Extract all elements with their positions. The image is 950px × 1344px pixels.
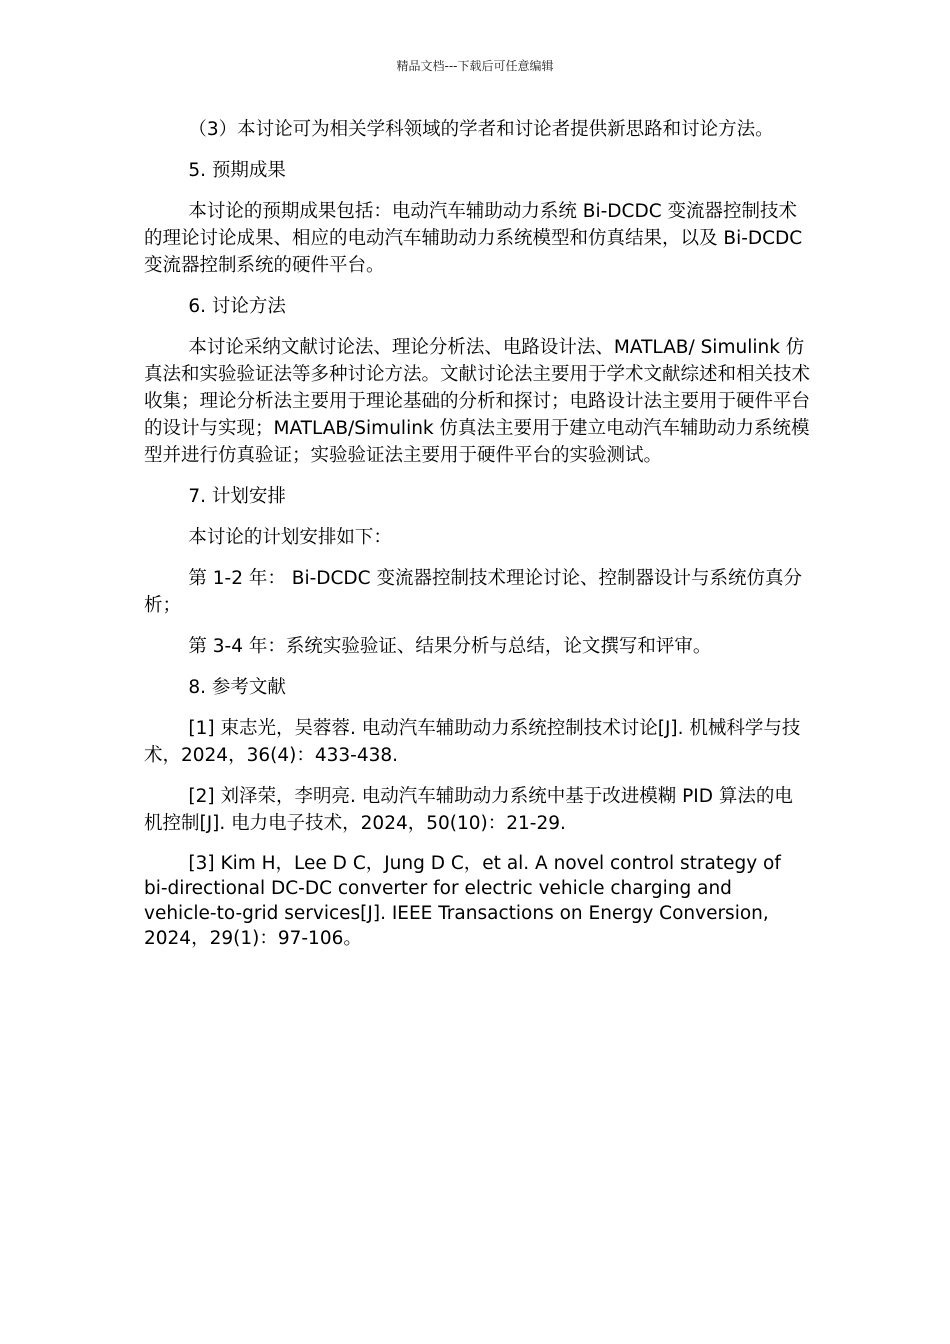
paragraph-research-methods: 本讨论采纳文献讨论法、理论分析法、电路设计法、MATLAB/ Simulink 仿真法和实验验证法等多种讨论方法。文献讨论法主要用于学术文献综述和相关技术收集；理论分析法主要用于理论基础的分析和探讨；电路设计法主要用于硬件平台的设计与实现；MATLAB/Simulink 仿真法主要用于建立电动汽车辅助动力系统模型并进行仿真验证；实验验证法主要用于硬件平台的实验测试。 <box>144 337 811 466</box>
paragraph-expected-results: 本讨论的预期成果包括：电动汽车辅助动力系统 Bi-DCDC 变流器控制技术的理论讨论成果、相应的电动汽车辅助动力系统模型和仿真结果，以及 Bi-DCDC 变流器控制系统的硬件平台。 <box>144 201 803 276</box>
document-body <box>144 116 810 965</box>
reference-item-2: [2] 刘泽荣，李明亮. 电动汽车辅助动力系统中基于改进模糊 PID 算法的电机控制[J]. 电力电子技术，2024，50(10)：21-29. <box>144 786 793 834</box>
section-heading-references: 8. 参考文献 <box>188 677 286 698</box>
paragraph-research-significance-3: （3）本讨论可为相关学科领域的学者和讨论者提供新思路和讨论方法。 <box>188 119 774 140</box>
page-header: 精品文档---下载后可任意编辑 <box>396 59 554 73</box>
section-heading-research-methods: 6. 讨论方法 <box>188 296 286 317</box>
paragraph-schedule-year-1-2: 第 1-2 年： Bi-DCDC 变流器控制技术理论讨论、控制器设计与系统仿真分析； <box>144 568 802 616</box>
paragraph-schedule-year-3-4: 第 3-4 年：系统实验验证、结果分析与总结，论文撰写和评审。 <box>188 636 712 657</box>
section-heading-schedule: 7. 计划安排 <box>188 486 286 507</box>
reference-item-3: [3] Kim H，Lee D C，Jung D C，et al. A novel control strategy of bi-directional DC-DC converter for electric vehicle charging and vehicle-to-grid services[J]. IEEE Transactions on Energy Conversion, 2024，29(1)：97-106。 <box>144 853 781 949</box>
section-heading-expected-results: 5. 预期成果 <box>188 160 286 181</box>
reference-item-1: [1] 束志光，吴蓉蓉. 电动汽车辅助动力系统控制技术讨论[J]. 机械科学与技术，2024，36(4)：433-438. <box>144 718 801 766</box>
paragraph-schedule-intro: 本讨论的计划安排如下： <box>188 527 392 548</box>
